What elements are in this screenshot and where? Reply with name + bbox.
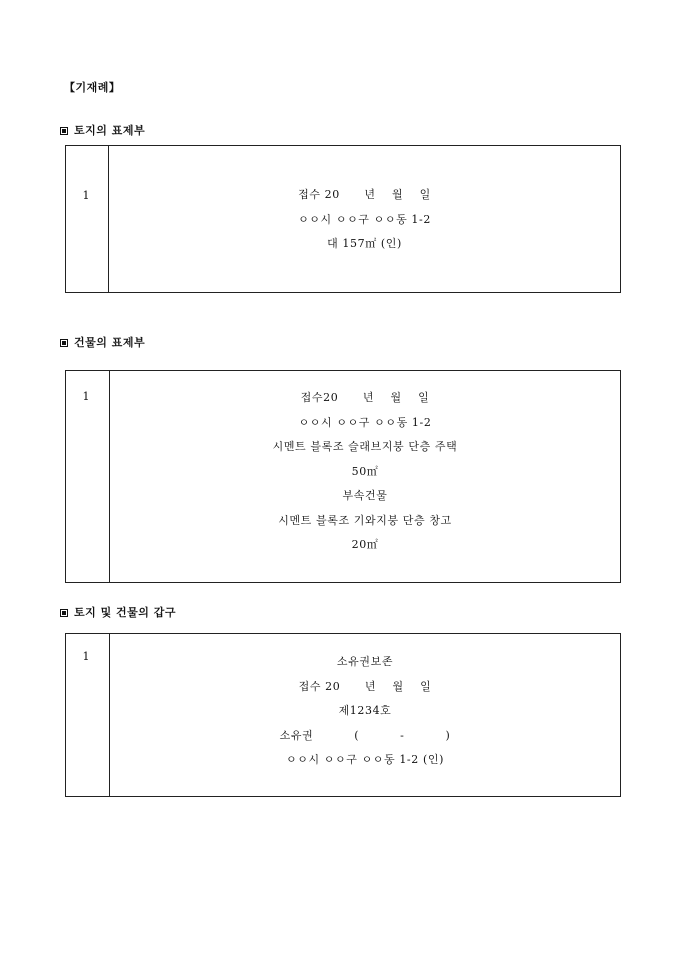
section-title: 토지 및 건물의 갑구 — [74, 606, 176, 619]
entry-line: ㅇㅇ시 ㅇㅇ구 ㅇㅇ동 1-2 (인) — [286, 753, 444, 766]
entry-content — [110, 386, 620, 558]
entry-line: 소유권보존 — [336, 655, 394, 668]
section-heading-building-title — [60, 334, 145, 350]
entry-line: 부속건물 — [342, 489, 388, 502]
entry-line: 접수 20 년 월 일 — [298, 188, 431, 201]
record-box-building-title — [65, 370, 621, 583]
entry-content — [109, 183, 620, 257]
section-title: 토지의 표제부 — [74, 124, 146, 137]
entry-line: 소유권 ( - ) — [279, 728, 451, 742]
square-bullet-icon — [60, 127, 68, 135]
entry-line: 접수 20 년 월 일 — [298, 679, 432, 693]
document-title: 【기재례】 — [64, 81, 121, 94]
section-heading-land-building-gapgu — [60, 604, 176, 620]
entry-content — [110, 650, 620, 773]
entry-line: 시멘트 블록조 기와지붕 단층 창고 — [278, 513, 452, 527]
square-bullet-icon — [60, 339, 68, 347]
entry-line: ㅇㅇ시 ㅇㅇ구 ㅇㅇ동 1-2 — [298, 415, 432, 429]
entry-line: 50㎡ — [351, 464, 379, 478]
entry-line: 접수20 년 월 일 — [300, 391, 430, 404]
section-heading-land-title — [60, 122, 145, 138]
entry-number: 1 — [82, 390, 90, 403]
section-title: 건물의 표제부 — [74, 336, 146, 349]
entry-line: 제1234호 — [338, 704, 392, 717]
entry-line: 20㎡ — [351, 538, 379, 551]
entry-line: ㅇㅇ시 ㅇㅇ구 ㅇㅇ동 1-2 — [298, 212, 431, 226]
entry-line: 시멘트 블록조 슬래브지붕 단층 주택 — [272, 440, 458, 453]
entry-number: 1 — [82, 650, 90, 663]
record-box-gapgu — [65, 633, 621, 797]
square-bullet-icon — [60, 609, 68, 617]
entry-number: 1 — [82, 189, 90, 202]
record-box-land-title — [65, 145, 621, 293]
entry-line: 대 157㎡ (인) — [327, 237, 402, 250]
